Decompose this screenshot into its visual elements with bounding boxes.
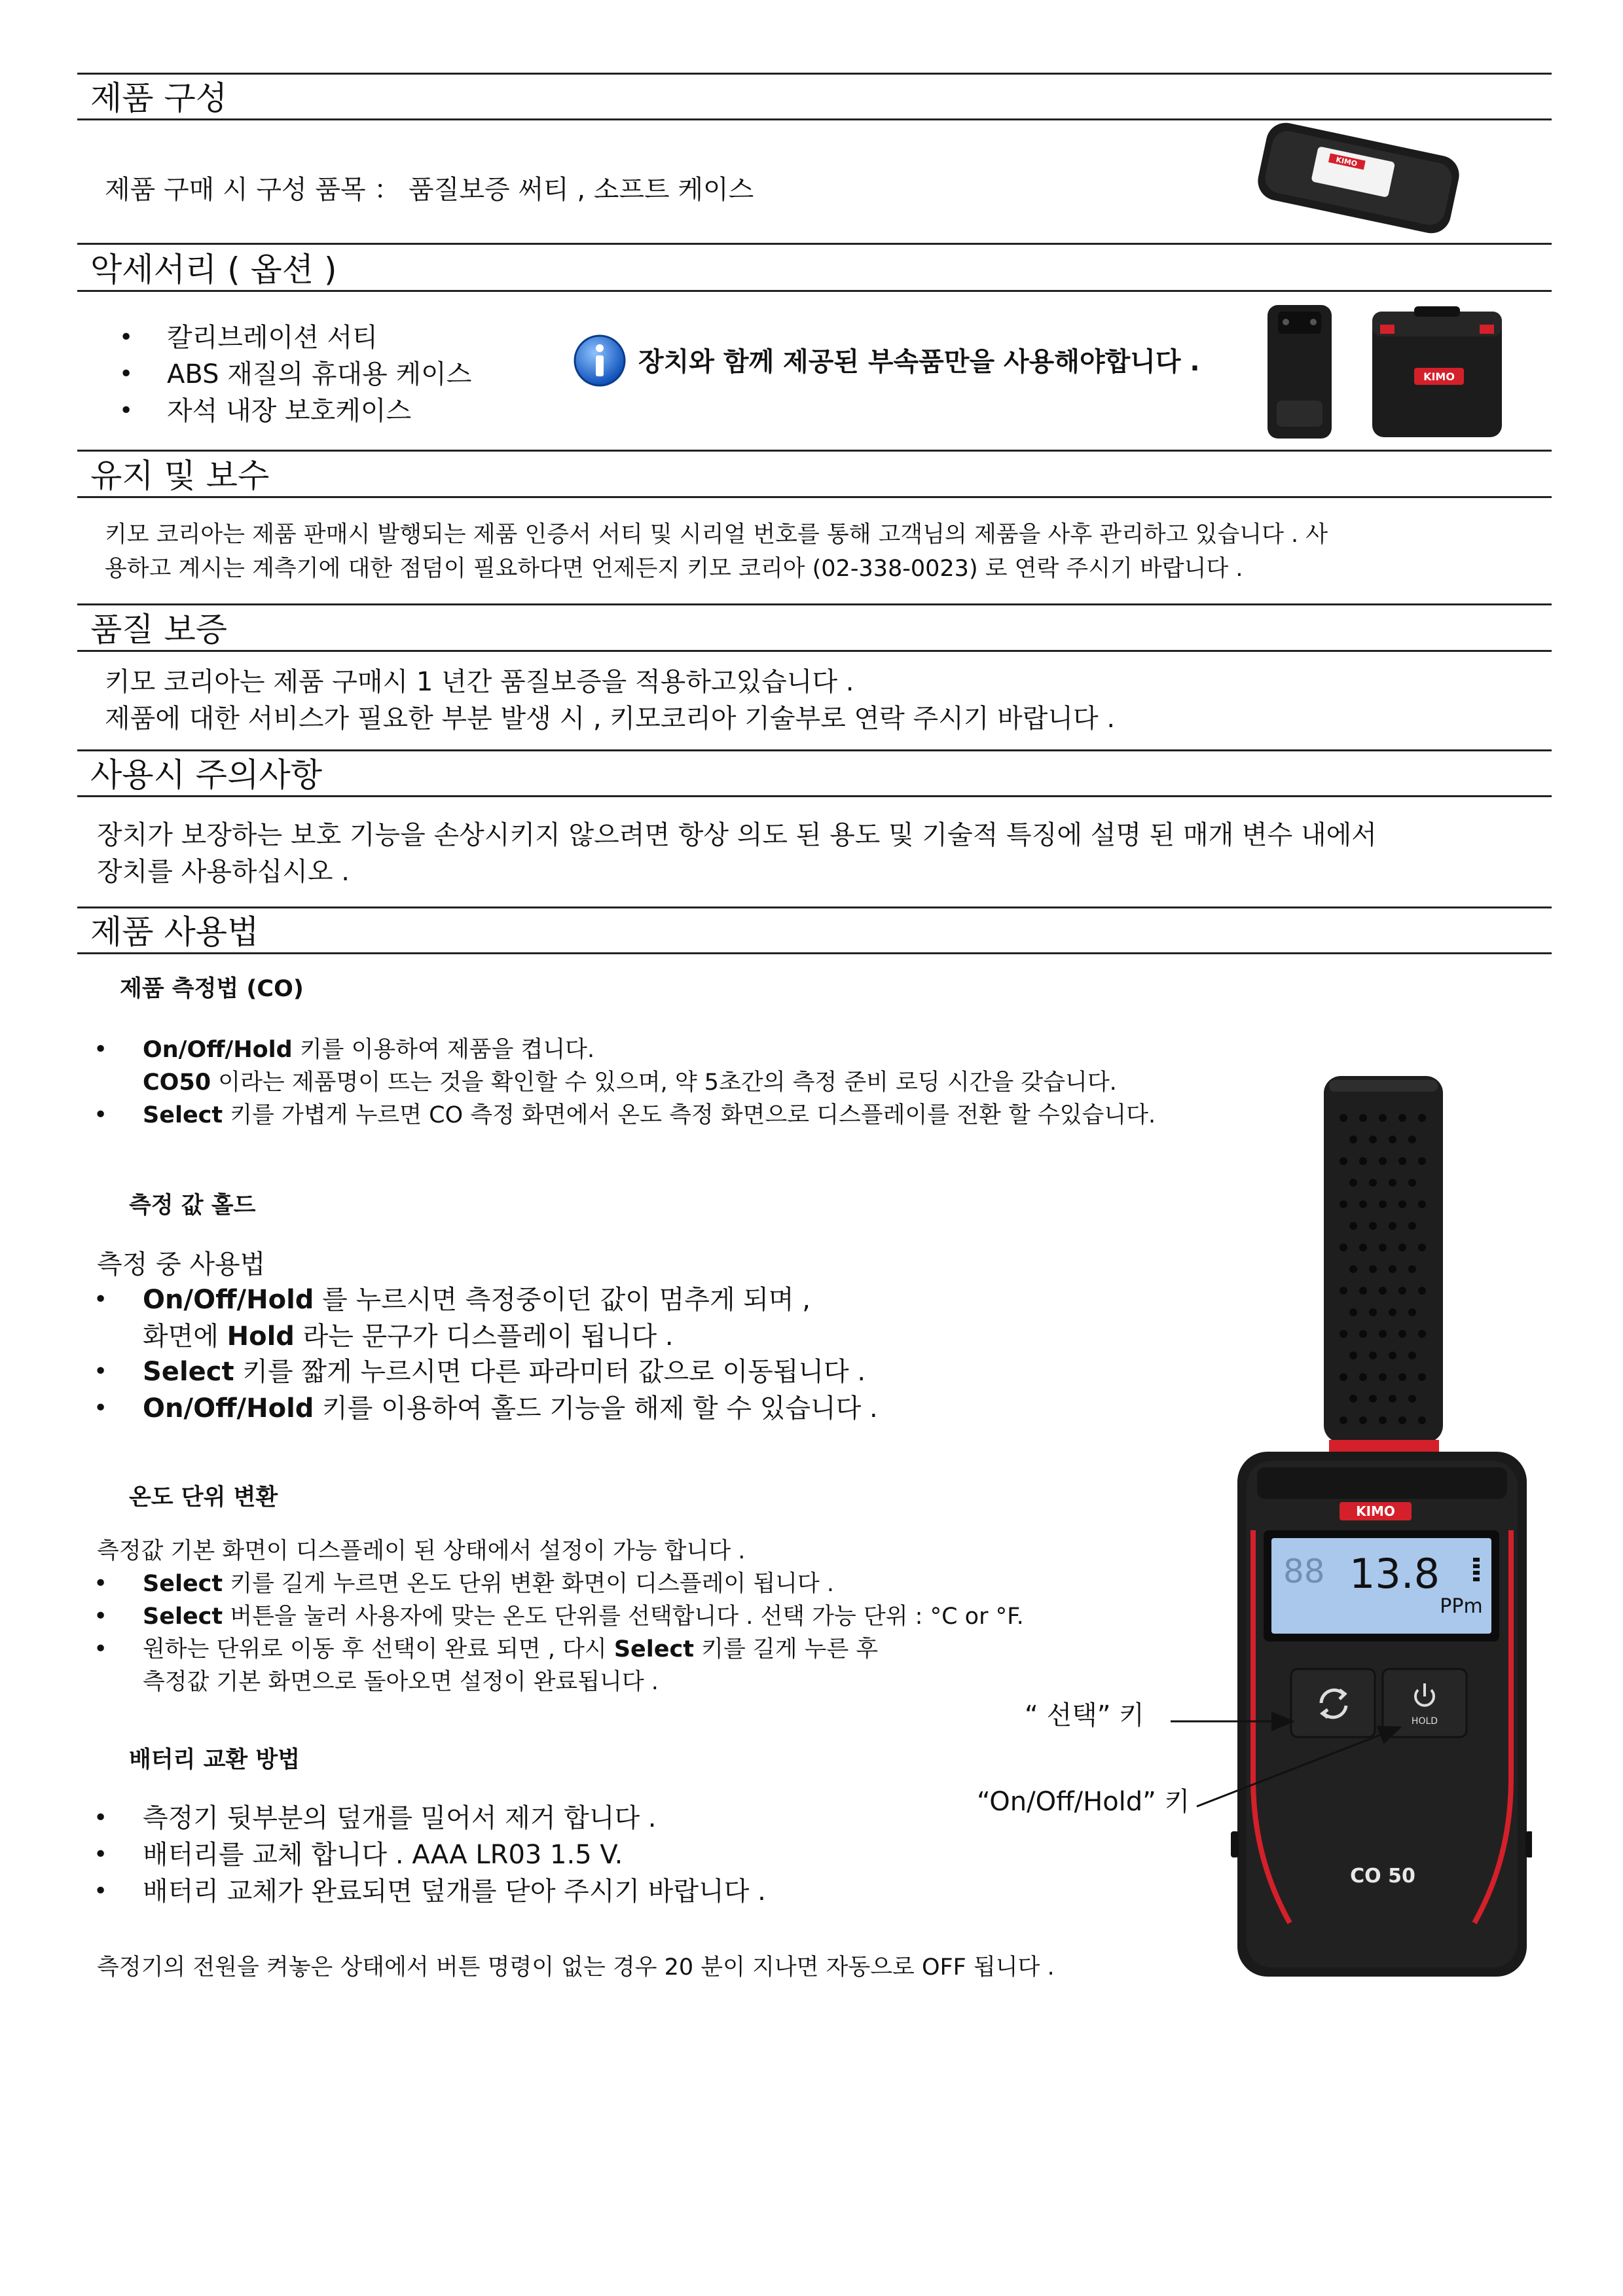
bullet: •: [94, 1570, 108, 1597]
key-name: Hold: [227, 1321, 295, 1352]
key-name: Select: [143, 1604, 223, 1630]
probe-hole: [1389, 1222, 1396, 1230]
divider: [77, 496, 1552, 498]
probe-hole: [1359, 1287, 1367, 1295]
bullet: •: [94, 1603, 108, 1630]
case-brand: KIMO: [1335, 155, 1359, 168]
bullet: •: [94, 1102, 108, 1128]
key-name: On/Off/Hold: [143, 1037, 293, 1063]
probe-hole: [1398, 1157, 1406, 1165]
probe-hole: [1349, 1395, 1357, 1403]
probe-hole: [1349, 1136, 1357, 1143]
subsection-heading: 제품 측정법 (CO): [120, 976, 304, 1002]
bullet: •: [94, 1841, 108, 1868]
probe-hole: [1398, 1244, 1406, 1251]
divider: [77, 450, 1552, 452]
divider: [77, 73, 1552, 75]
probe-hole: [1349, 1265, 1357, 1273]
probe-hole: [1369, 1265, 1377, 1273]
measure-step: Select 키를 가볍게 누르면 CO 측정 화면에서 온도 측정 화면으로 디스플레이를 전환 할 수있습니다.: [143, 1102, 1156, 1128]
probe-hole: [1389, 1265, 1396, 1273]
section-title-precautions: 사용시 주의사항: [90, 756, 322, 794]
bullet: •: [94, 1636, 108, 1662]
protective-case-image: [1264, 302, 1336, 441]
precautions-text-line: 장치가 보장하는 보호 기능을 손상시키지 않으려면 항상 의도 된 용도 및 기술적 특징에 설명 된 매개 변수 내에서: [97, 820, 1377, 850]
callout-onoff-key: “On/Off/Hold” 키: [977, 1787, 1190, 1817]
bullet: •: [94, 1036, 108, 1063]
probe-hole: [1340, 1373, 1347, 1381]
battery-step: 측정기 뒷부분의 덮개를 밀어서 제거 합니다 .: [143, 1803, 657, 1833]
section-title-warranty: 품질 보증: [90, 611, 228, 649]
hold-step: On/Off/Hold 키를 이용하여 홀드 기능을 해제 할 수 있습니다 .: [143, 1393, 878, 1424]
probe-hole: [1359, 1330, 1367, 1338]
probe-hole: [1369, 1308, 1377, 1316]
probe-hole: [1379, 1373, 1387, 1381]
temp-step: 측정값 기본 화면으로 돌아오면 설정이 완료됩니다 .: [143, 1669, 659, 1695]
probe-hole: [1418, 1373, 1426, 1381]
key-name: CO50: [143, 1069, 211, 1096]
subsection-heading: 배터리 교환 방법: [129, 1747, 301, 1773]
key-name: Select: [143, 1357, 234, 1387]
probe-hole: [1379, 1200, 1387, 1208]
key-name: Select: [143, 1571, 223, 1597]
temp-step: Select 버튼을 눌러 사용자에 맞는 온도 단위를 선택합니다 . 선택 가능 단위 : °C or °F.: [143, 1604, 1024, 1630]
probe-hole: [1349, 1179, 1357, 1187]
hold-intro: 측정 중 사용법: [97, 1249, 266, 1280]
probe-hole: [1408, 1352, 1416, 1359]
lcd-ghost-digits: 88: [1283, 1552, 1325, 1590]
hold-step: On/Off/Hold 를 누르시면 측정중이던 값이 멈추게 되며 ,: [143, 1285, 811, 1315]
carrying-case-image: [1368, 302, 1506, 441]
probe-hole: [1359, 1244, 1367, 1251]
probe-hole: [1369, 1136, 1377, 1143]
accessory-item: 자석 내장 보호케이스: [167, 396, 412, 426]
key-name: On/Off/Hold: [143, 1393, 314, 1424]
probe-hole: [1408, 1395, 1416, 1403]
probe-hole: [1398, 1373, 1406, 1381]
bullet: •: [94, 1804, 108, 1831]
bullet: •: [94, 1286, 108, 1313]
accessory-item: ABS 재질의 휴대용 케이스: [167, 359, 472, 389]
probe-hole: [1379, 1330, 1387, 1338]
co50-device-image: [1231, 1072, 1532, 1982]
battery-step: 배터리 교체가 완료되면 덮개를 닫아 주시기 바랍니다 .: [143, 1876, 766, 1907]
divider: [77, 290, 1552, 292]
divider: [77, 243, 1552, 245]
probe-hole: [1349, 1352, 1357, 1359]
probe-hole: [1379, 1416, 1387, 1424]
temp-step: Select 키를 길게 누르면 온도 단위 변환 화면이 디스플레이 됩니다 .: [143, 1571, 834, 1597]
probe-hole: [1408, 1222, 1416, 1230]
subsection-heading: 온도 단위 변환: [129, 1484, 278, 1511]
measure-step: On/Off/Hold 키를 이용하여 제품을 켭니다.: [143, 1037, 595, 1063]
probe-hole: [1340, 1114, 1347, 1122]
probe-hole: [1379, 1157, 1387, 1165]
warranty-text-line: 제품에 대한 서비스가 필요한 부분 발생 시 , 키모코리아 기술부로 연락 주시기 바랍니다 .: [105, 704, 1116, 734]
probe-hole: [1398, 1330, 1406, 1338]
bullet: •: [119, 397, 134, 424]
section-title-components: 제품 구성: [90, 79, 228, 117]
probe-hole: [1389, 1395, 1396, 1403]
hold-step: 화면에 Hold 라는 문구가 디스플레이 됩니다 .: [143, 1321, 674, 1352]
callout-select-key: “ 선택” 키: [1025, 1700, 1144, 1731]
probe-hole: [1359, 1373, 1367, 1381]
probe-hole: [1359, 1114, 1367, 1122]
probe-hole: [1418, 1157, 1426, 1165]
hold-step: Select 키를 짧게 누르시면 다른 파라미터 값으로 이동됩니다 .: [143, 1357, 866, 1387]
key-name: Select: [143, 1102, 223, 1128]
maintenance-text-line: 키모 코리아는 제품 판매시 발행되는 제품 인증서 서티 및 시리얼 번호를 통해 고객님의 제품을 사후 관리하고 있습니다 . 사: [105, 522, 1328, 548]
bullet: •: [94, 1878, 108, 1905]
bullet: •: [94, 1358, 108, 1385]
divider: [77, 603, 1552, 605]
probe-hole: [1389, 1136, 1396, 1143]
probe-hole: [1359, 1200, 1367, 1208]
auto-off-note: 측정기의 전원을 켜놓은 상태에서 버튼 명령이 없는 경우 20 분이 지나면 자동으로 OFF 됩니다 .: [97, 1954, 1055, 1981]
bullet: •: [119, 361, 134, 387]
probe-hole: [1379, 1114, 1387, 1122]
key-name: Select: [613, 1636, 695, 1662]
probe-hole: [1340, 1330, 1347, 1338]
probe-hole: [1340, 1416, 1347, 1424]
probe-hole: [1398, 1416, 1406, 1424]
probe-hole: [1369, 1179, 1377, 1187]
probe-hole: [1359, 1157, 1367, 1165]
device-model: CO 50: [1350, 1865, 1415, 1888]
bullet: •: [94, 1395, 108, 1422]
measure-step: CO50 이라는 제품명이 뜨는 것을 확인할 수 있으며, 약 5초간의 측정 준비 로딩 시간을 갖습니다.: [143, 1069, 1117, 1096]
probe-hole: [1418, 1416, 1426, 1424]
probe-hole: [1398, 1200, 1406, 1208]
probe-hole: [1389, 1352, 1396, 1359]
maintenance-text-line: 용하고 계시는 계측기에 대한 점덤이 필요하다면 언제든지 키모 코리아 (02-338-0023) 로 연락 주시기 바랍니다 .: [105, 556, 1243, 582]
accessory-notice: 장치와 함께 제공된 부속품만을 사용해야합니다 .: [638, 347, 1200, 377]
probe-hole: [1340, 1200, 1347, 1208]
accessory-item: 칼리브레이션 서티: [167, 323, 378, 353]
divider: [77, 749, 1552, 751]
probe-hole: [1408, 1179, 1416, 1187]
probe-hole: [1398, 1114, 1406, 1122]
probe-hole: [1369, 1395, 1377, 1403]
probe-hole: [1340, 1287, 1347, 1295]
lcd-value: 13.8: [1349, 1550, 1440, 1598]
probe-hole: [1418, 1114, 1426, 1122]
probe-hole: [1389, 1179, 1396, 1187]
probe-hole: [1369, 1352, 1377, 1359]
section-title-maintenance: 유지 및 보수: [90, 457, 270, 495]
probe-hole: [1389, 1308, 1396, 1316]
bullet: •: [119, 324, 134, 351]
probe-hole: [1418, 1244, 1426, 1251]
probe-hole: [1349, 1308, 1357, 1316]
subsection-heading: 측정 값 홀드: [129, 1193, 256, 1219]
probe-hole: [1340, 1244, 1347, 1251]
soft-case-image: [1247, 119, 1470, 237]
probe-hole: [1418, 1330, 1426, 1338]
temp-step: 원하는 단위로 이동 후 선택이 완료 되면 , 다시 Select 키를 길게 누른 후: [143, 1636, 879, 1662]
divider: [77, 650, 1552, 652]
divider: [77, 906, 1552, 908]
components-text: 제품 구매 시 구성 품목 ： 품질보증 써티 , 소프트 케이스: [105, 175, 754, 205]
probe-hole: [1379, 1244, 1387, 1251]
divider: [77, 795, 1552, 797]
probe-hole: [1369, 1222, 1377, 1230]
device-brand: KIMO: [1356, 1503, 1395, 1519]
battery-step: 배터리를 교체 합니다 . AAA LR03 1.5 V.: [143, 1840, 623, 1870]
divider: [77, 952, 1552, 954]
case-brand: KIMO: [1423, 370, 1455, 383]
probe-hole: [1349, 1222, 1357, 1230]
section-title-accessories: 악세서리 ( 옵션 ): [90, 251, 337, 289]
probe-hole: [1408, 1265, 1416, 1273]
probe-hole: [1408, 1308, 1416, 1316]
hold-key-label: HOLD: [1411, 1716, 1438, 1727]
lcd-unit: PPm: [1440, 1595, 1483, 1618]
probe-hole: [1418, 1287, 1426, 1295]
probe-hole: [1398, 1287, 1406, 1295]
section-title-usage: 제품 사용법: [90, 913, 259, 951]
probe-hole: [1340, 1157, 1347, 1165]
info-icon: [573, 334, 627, 387]
probe-hole: [1379, 1287, 1387, 1295]
temp-intro: 측정값 기본 화면이 디스플레이 된 상태에서 설정이 가능 합니다 .: [97, 1538, 746, 1564]
warranty-text-line: 키모 코리아는 제품 구매시 1 년간 품질보증을 적용하고있습니다 .: [105, 667, 854, 697]
probe-hole: [1359, 1416, 1367, 1424]
key-name: On/Off/Hold: [143, 1285, 314, 1315]
probe-hole: [1418, 1200, 1426, 1208]
callout-arrows: [1165, 1702, 1414, 1833]
probe-hole: [1408, 1136, 1416, 1143]
precautions-text-line: 장치를 사용하십시오 .: [97, 857, 350, 887]
